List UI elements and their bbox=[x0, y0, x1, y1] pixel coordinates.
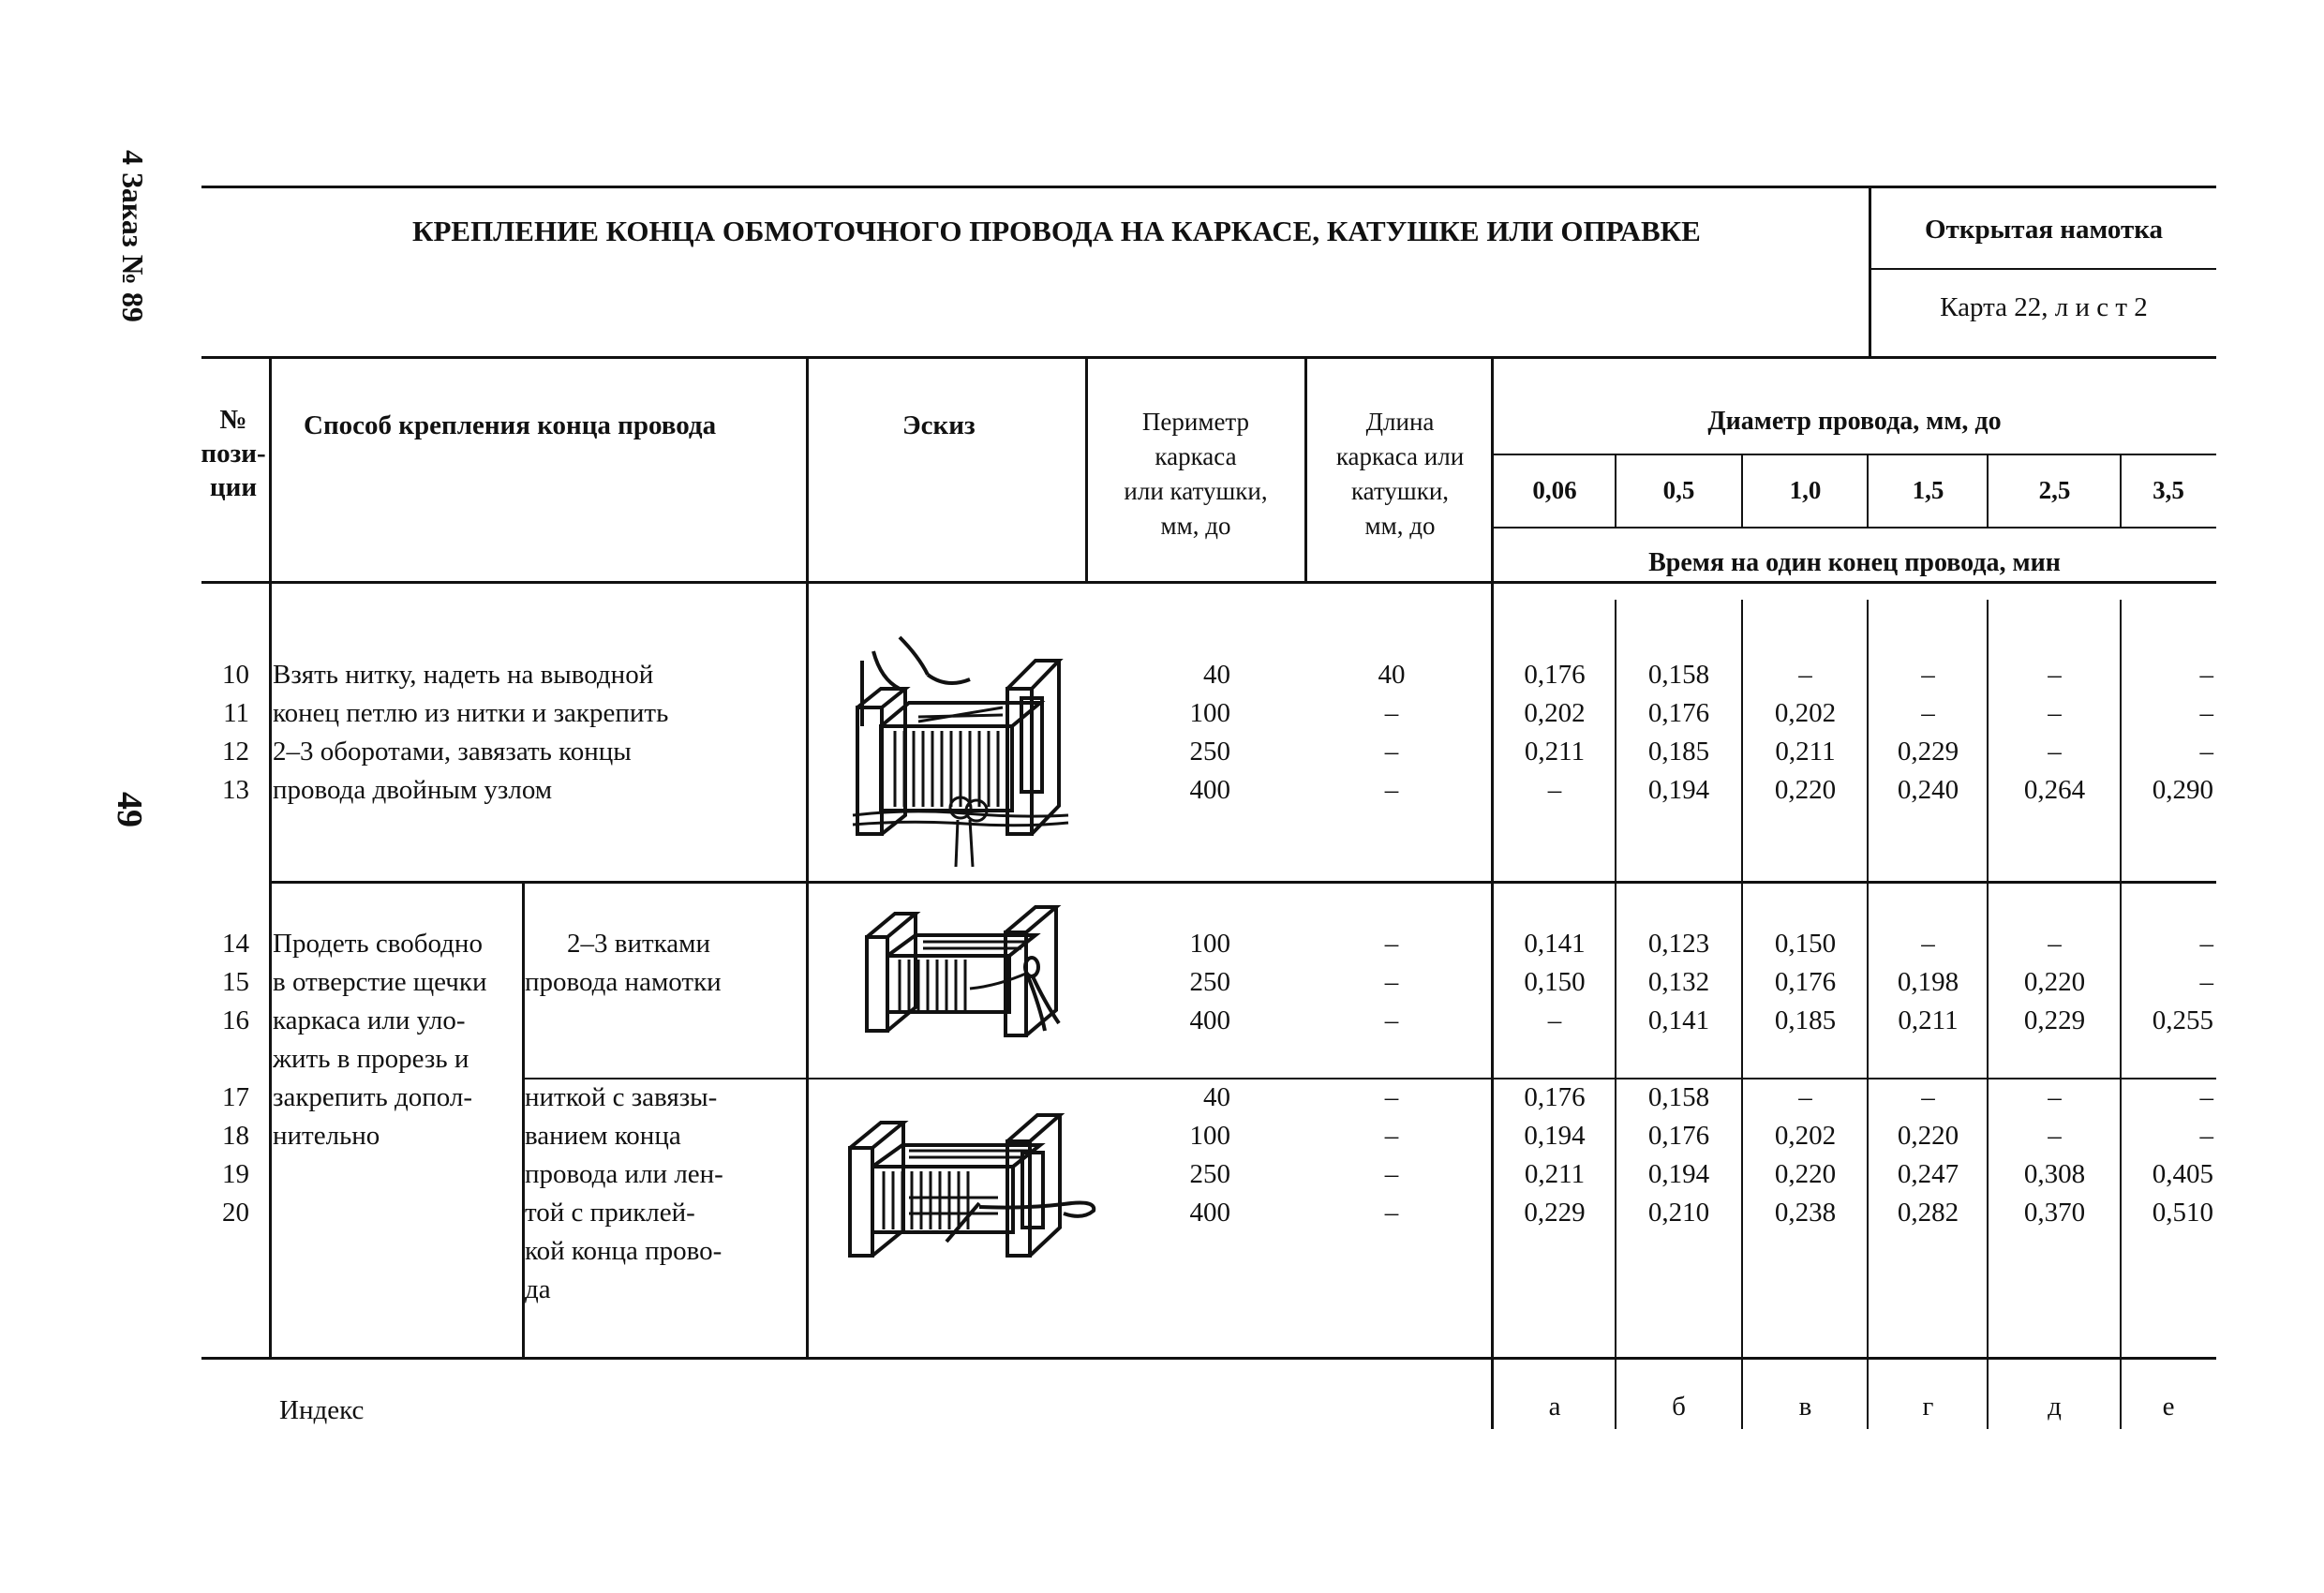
time-rule bbox=[1491, 527, 2216, 529]
col-position: № пози- ции bbox=[201, 405, 266, 502]
index-e: е bbox=[2162, 1392, 2175, 1422]
group2-positions: 14 15 16 bbox=[222, 929, 249, 1035]
sketch-bobbin-cheek-hole bbox=[857, 900, 1082, 1040]
group1-d1: 0,176 0,202 0,211 – bbox=[1524, 660, 1586, 805]
body-bottom-rule bbox=[201, 1357, 2216, 1360]
group1-d5: – – – 0,264 bbox=[2023, 660, 2086, 805]
diameter-4: 1,5 bbox=[1912, 476, 1944, 504]
group3-d5: – – 0,308 0,370 bbox=[2023, 1082, 2086, 1228]
order-number: 4 Заказ № 89 bbox=[116, 150, 150, 322]
group3-d1: 0,176 0,194 0,211 0,229 bbox=[1524, 1082, 1586, 1228]
group1-positions: 10 11 12 13 bbox=[222, 660, 249, 805]
col-time: Время на один конец провода, мин bbox=[1648, 548, 2061, 577]
sketch-bobbin-thread bbox=[825, 586, 1106, 895]
group2-d6: – – 0,255 bbox=[2152, 929, 2213, 1035]
group1-d2: 0,158 0,176 0,185 0,194 bbox=[1647, 660, 1710, 805]
header-top-rule bbox=[201, 186, 2216, 188]
group1-d6: – – – 0,290 bbox=[2152, 660, 2213, 805]
group3-d3: – 0,202 0,220 0,238 bbox=[1774, 1082, 1837, 1228]
diameter-3: 1,0 bbox=[1789, 476, 1822, 504]
group3-perimeter: 40 100 250 400 bbox=[1189, 1082, 1230, 1228]
group3-d4: – 0,220 0,247 0,282 bbox=[1897, 1082, 1959, 1228]
diameter-1: 0,06 bbox=[1532, 476, 1577, 504]
idx-line-0 bbox=[1491, 1359, 1493, 1429]
page-title: КРЕПЛЕНИЕ КОНЦА ОБМОТОЧНОГО ПРОВОДА НА КАРКАСЕ, КАТУШКЕ ИЛИ ОПРАВКЕ bbox=[412, 215, 1701, 247]
page-number: 49 bbox=[110, 792, 149, 827]
group2-d1: 0,141 0,150 – bbox=[1524, 929, 1586, 1035]
group3-d6: – – 0,405 0,510 bbox=[2152, 1082, 2213, 1228]
group3-length: – – – – bbox=[1384, 1082, 1399, 1228]
group1-length: 40 – – – bbox=[1378, 660, 1406, 805]
diameter-rule bbox=[1491, 454, 2216, 455]
header-bottom-rule bbox=[201, 356, 2216, 359]
col-sketch: Эскиз bbox=[902, 410, 976, 440]
col-line-2 bbox=[806, 356, 809, 1357]
group2-d2: 0,123 0,132 0,141 bbox=[1647, 929, 1710, 1035]
col-line-3 bbox=[1085, 356, 1088, 583]
group1-d3: – 0,202 0,211 0,220 bbox=[1774, 660, 1837, 805]
index-v: в bbox=[1798, 1392, 1812, 1422]
group2-d4: – 0,198 0,211 bbox=[1897, 929, 1959, 1035]
group2-perimeter: 100 250 400 bbox=[1189, 929, 1230, 1035]
group2-length: – – – bbox=[1384, 929, 1399, 1035]
index-a: а bbox=[1548, 1392, 1561, 1422]
group3-positions: 17 18 19 20 bbox=[222, 1082, 249, 1228]
col-diameter: Диаметр провода, мм, до bbox=[1707, 407, 2002, 436]
header-body-rule bbox=[201, 581, 2216, 584]
col-length: Длина каркаса или катушки, мм, до bbox=[1335, 408, 1465, 540]
diameter-5: 2,5 bbox=[2038, 476, 2071, 504]
header-divider bbox=[1869, 186, 1871, 357]
col-line-4 bbox=[1304, 356, 1307, 583]
card-number: Карта 22, л и с т 2 bbox=[1940, 292, 2148, 322]
group3-d2: 0,158 0,176 0,194 0,210 bbox=[1647, 1082, 1710, 1228]
index-g: г bbox=[1922, 1392, 1934, 1422]
diameter-2: 0,5 bbox=[1662, 476, 1695, 504]
group1-d4: – – 0,229 0,240 bbox=[1897, 660, 1959, 805]
group2-submethod: 2–3 витками провода намотки bbox=[525, 929, 722, 997]
col-line-1 bbox=[269, 356, 272, 1357]
shared-method: Продеть свободно в отверстие щечки каркаса или уло- жить в прорезь и закрепить допол- нительно bbox=[273, 929, 487, 1151]
index-d: д bbox=[2048, 1392, 2062, 1422]
col-perimeter: Периметр каркаса или катушки, мм, до bbox=[1124, 408, 1268, 540]
group1-method: Взять нитку, надеть на выводной конец петлю из нитки и закрепить 2–3 оборотами, завязать концы провода двойным узлом bbox=[273, 660, 669, 805]
group2-d3: 0,150 0,176 0,185 bbox=[1774, 929, 1837, 1035]
group-rule-1 bbox=[269, 881, 2216, 884]
header-right-divider bbox=[1869, 268, 2216, 270]
group2-d5: – 0,220 0,229 bbox=[2023, 929, 2086, 1035]
index-b: б bbox=[1672, 1392, 1686, 1422]
col-method: Способ крепления конца провода bbox=[304, 410, 717, 440]
group1-perimeter: 40 100 250 400 bbox=[1189, 660, 1230, 805]
sketch-bobbin-tied-end bbox=[839, 1106, 1120, 1265]
diameter-6: 3,5 bbox=[2153, 476, 2184, 504]
winding-type: Открытая намотка bbox=[1924, 215, 2164, 245]
group3-submethod: ниткой с завязы- ванием конца провода или лен- той с приклей- кой конца прово- да bbox=[525, 1082, 723, 1304]
index-label: Индекс bbox=[279, 1395, 365, 1425]
